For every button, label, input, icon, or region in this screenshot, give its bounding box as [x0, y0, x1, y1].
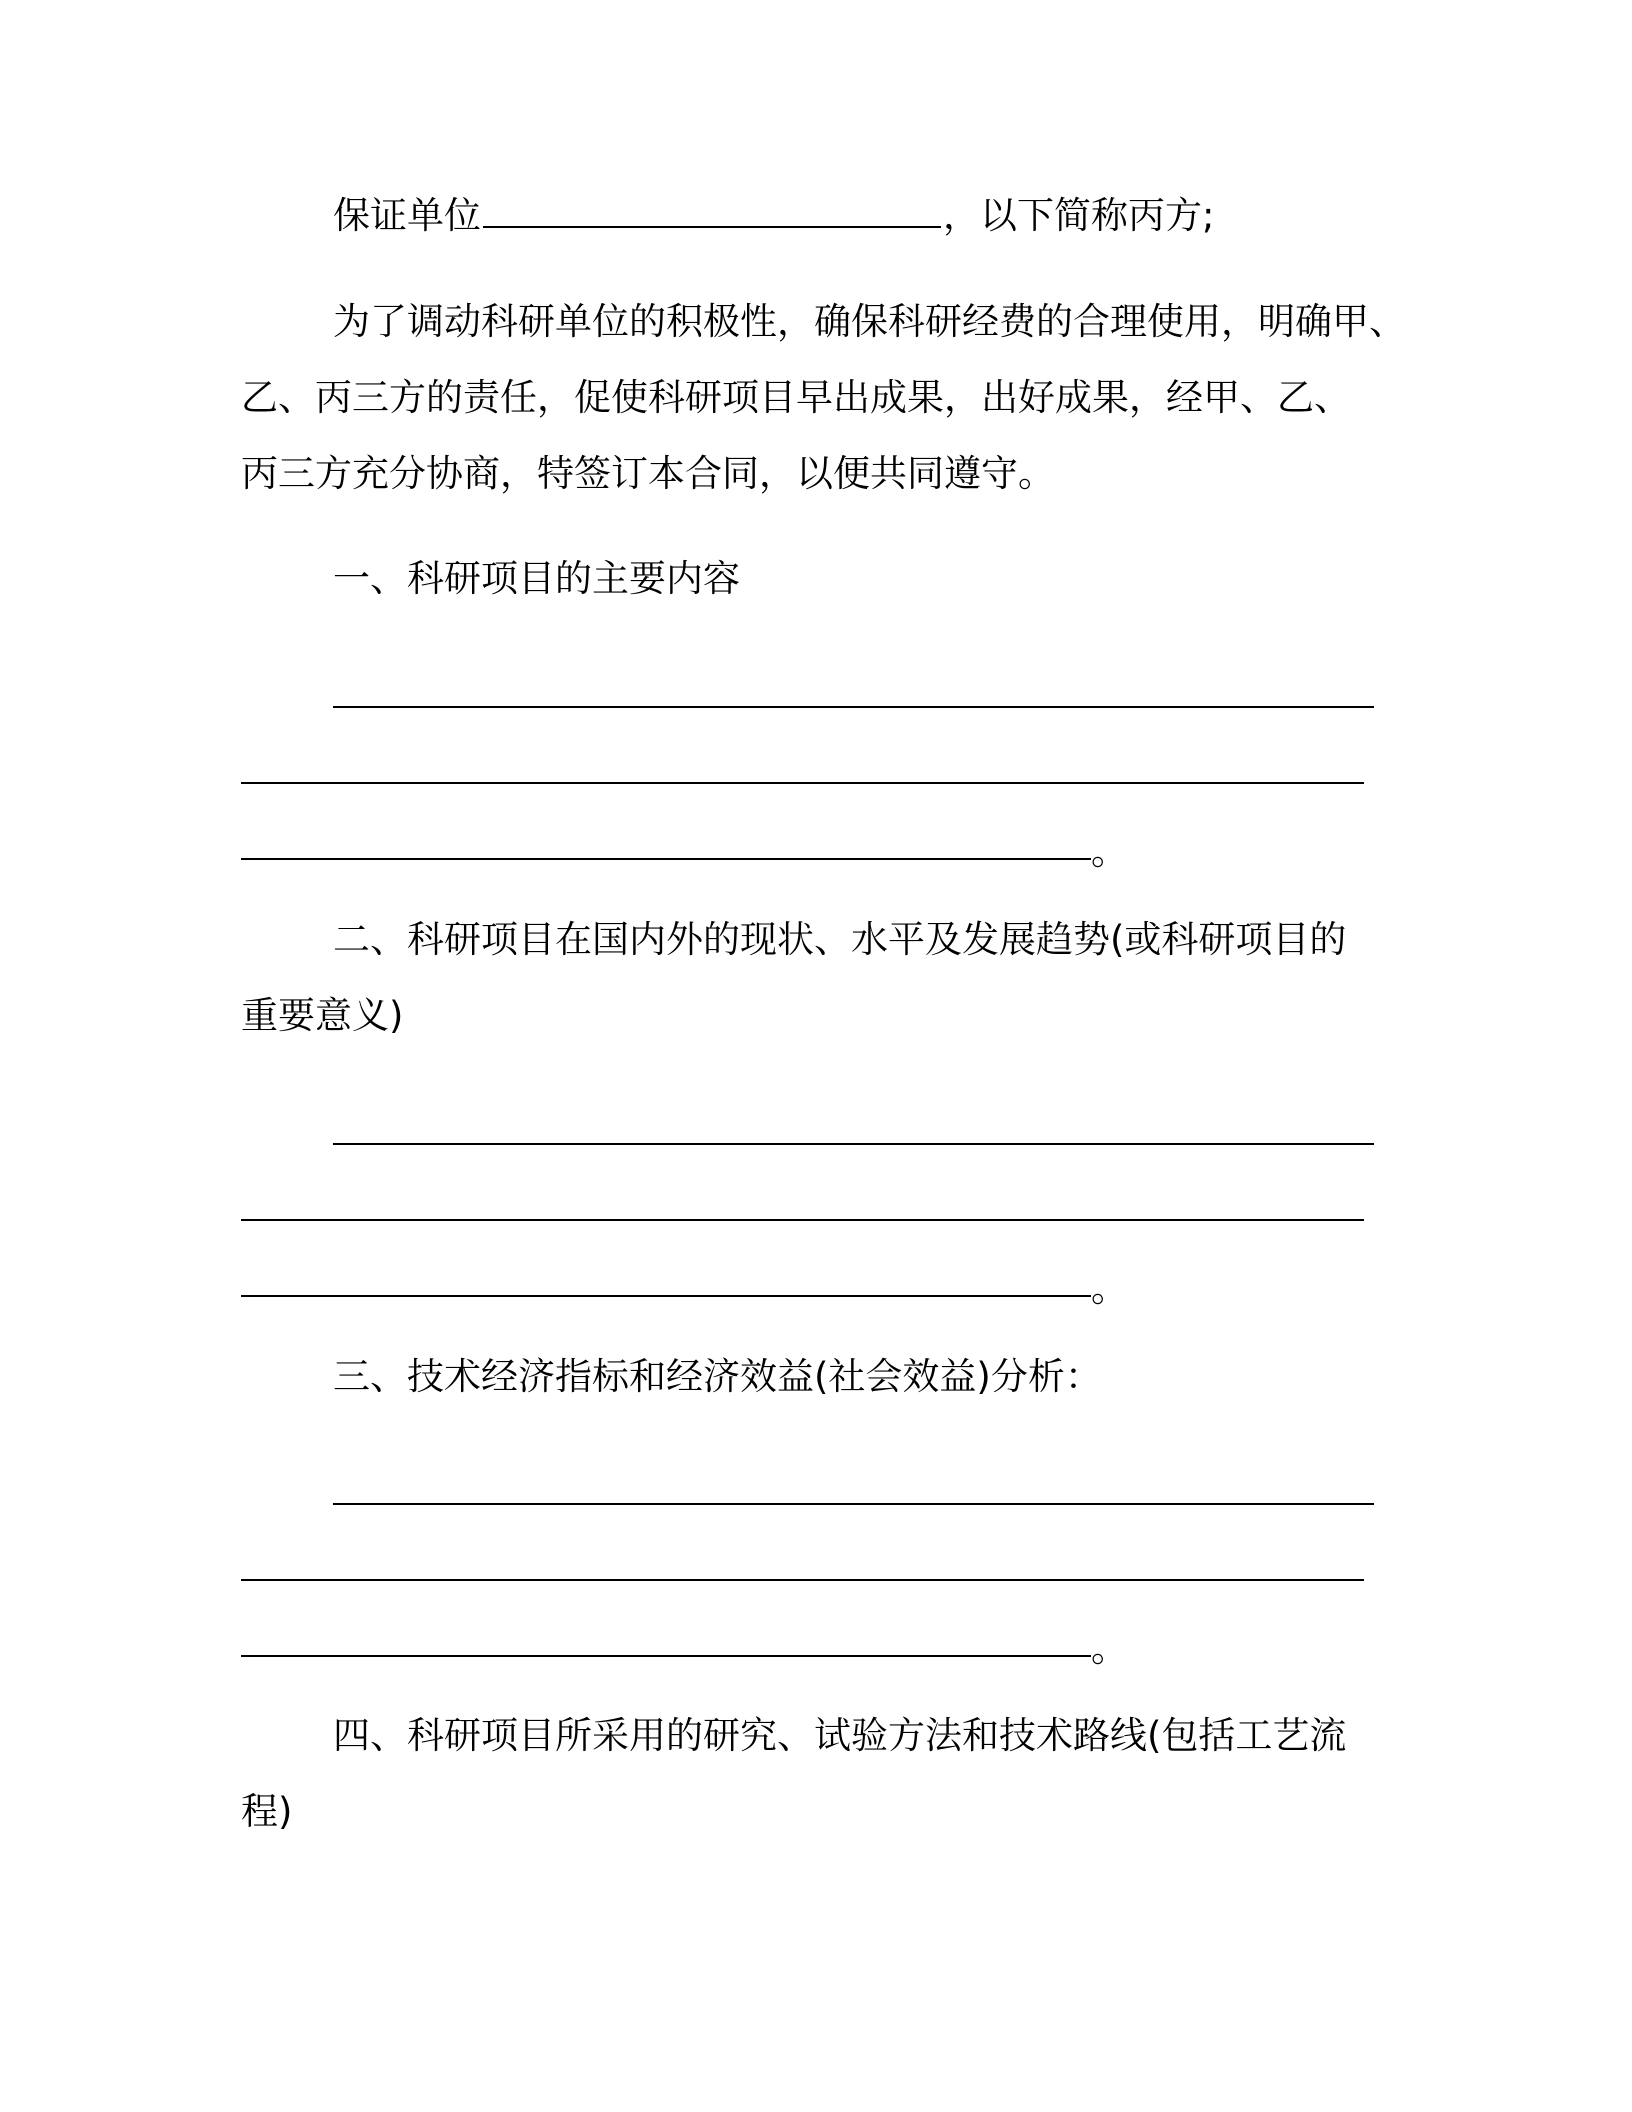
guarantor-blank[interactable] [483, 226, 941, 228]
guarantor-line [333, 190, 1214, 242]
section-1-blank-1[interactable] [333, 706, 1374, 708]
guarantor-suffix: ，以下简称丙方; [943, 194, 1215, 237]
section-2-heading-line-2: 重要意义) [241, 994, 404, 1037]
preamble-line-3: 丙三方充分协商，特签订本合同，以便共同遵守。 [241, 452, 1055, 495]
section-2-end-mark: 。 [1091, 1267, 1128, 1310]
guarantor-label: 保证单位 [333, 194, 481, 237]
section-1-heading: 一、科研项目的主要内容 [333, 557, 740, 600]
section-4-heading-line-1: 四、科研项目所采用的研究、试验方法和技术路线(包括工艺流 [333, 1714, 1347, 1757]
section-1-blank-3[interactable] [241, 858, 1091, 860]
section-2-blank-2[interactable] [241, 1219, 1364, 1221]
section-3-end-mark: 。 [1091, 1627, 1128, 1670]
section-2-blank-3[interactable] [241, 1295, 1091, 1297]
section-2-heading-line-1: 二、科研项目在国内外的现状、水平及发展趋势(或科研项目的 [333, 918, 1347, 961]
section-2-blank-1[interactable] [333, 1143, 1374, 1145]
section-3-blank-2[interactable] [241, 1579, 1364, 1581]
preamble-line-1: 为了调动科研单位的积极性，确保科研经费的合理使用，明确甲、 [333, 300, 1406, 343]
section-3-blank-3[interactable] [241, 1655, 1091, 1657]
section-3-heading: 三、技术经济指标和经济效益(社会效益)分析： [333, 1355, 1102, 1398]
section-1-blank-2[interactable] [241, 782, 1364, 784]
section-3-blank-1[interactable] [333, 1503, 1374, 1505]
preamble-line-2: 乙、丙三方的责任，促使科研项目早出成果，出好成果，经甲、乙、 [241, 376, 1351, 419]
section-1-end-mark: 。 [1091, 830, 1128, 873]
section-4-heading-line-2: 程) [241, 1790, 293, 1833]
